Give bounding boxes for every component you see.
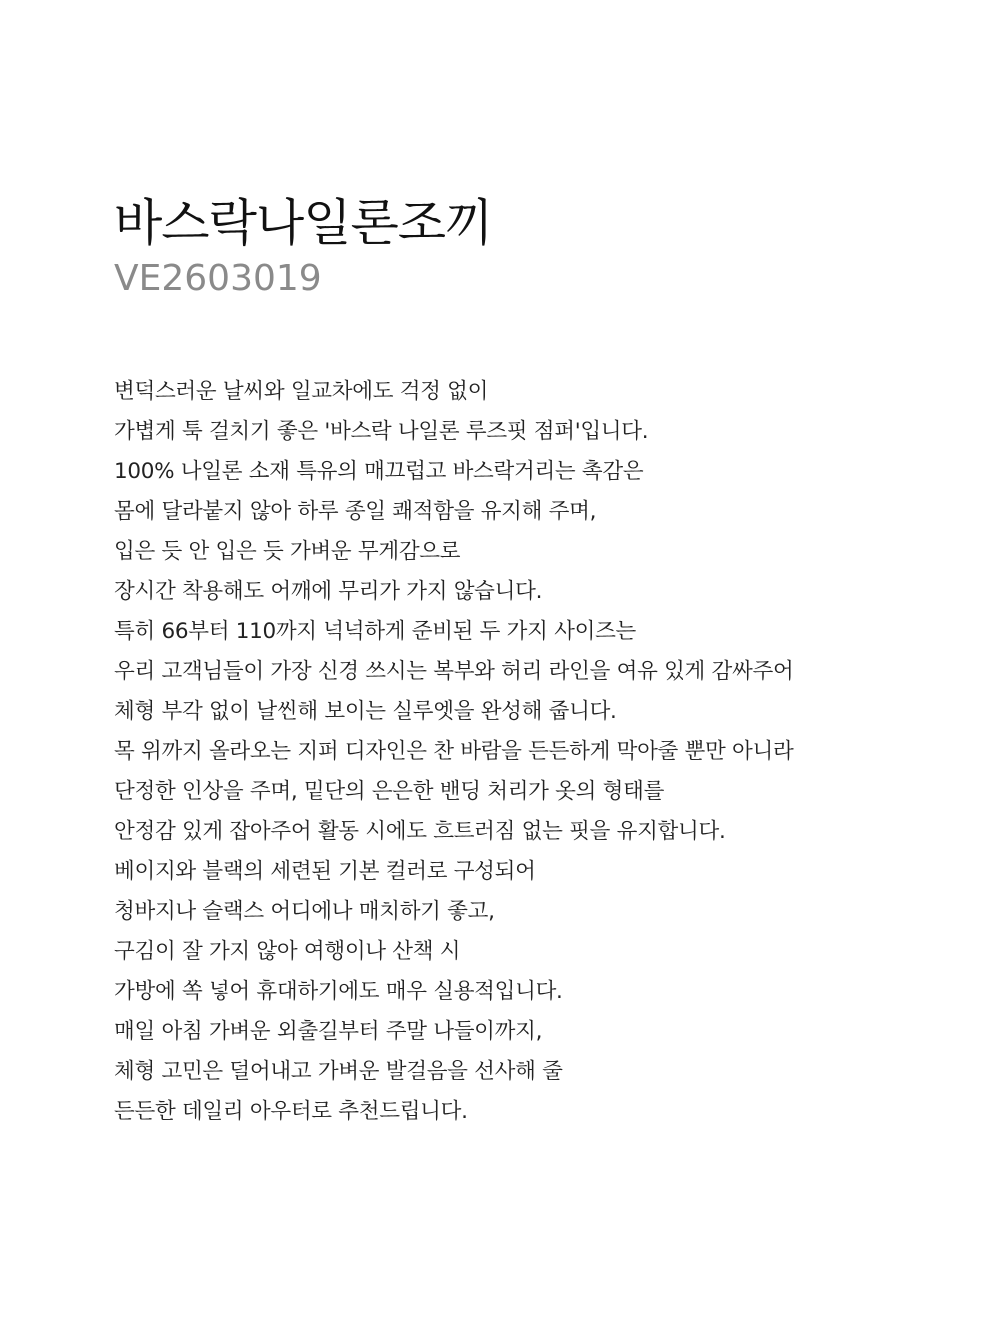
product-description (114, 372, 934, 1132)
description-line: 목 위까지 올라오는 지퍼 디자인은 찬 바람을 든든하게 막아줄 뿐만 아니라 (114, 739, 794, 764)
description-line: 가볍게 툭 걸치기 좋은 '바스락 나일론 루즈핏 점퍼'입니다. (114, 419, 649, 444)
description-line: 100% 나일론 소재 특유의 매끄럽고 바스락거리는 촉감은 (114, 459, 644, 484)
description-line: 몸에 달라붙지 않아 하루 종일 쾌적함을 유지해 주며, (114, 499, 597, 524)
description-line: 특히 66부터 110까지 넉넉하게 준비된 두 가지 사이즈는 (114, 619, 637, 644)
description-line: 가방에 쏙 넣어 휴대하기에도 매우 실용적입니다. (114, 979, 563, 1004)
description-line: 변덕스러운 날씨와 일교차에도 걱정 없이 (114, 379, 489, 404)
description-line: 안정감 있게 잡아주어 활동 시에도 흐트러짐 없는 핏을 유지합니다. (114, 819, 726, 844)
description-line: 체형 고민은 덜어내고 가벼운 발걸음을 선사해 줄 (114, 1059, 563, 1084)
description-line: 청바지나 슬랙스 어디에나 매치하기 좋고, (114, 899, 495, 924)
product-title: 바스락나일론조끼 (114, 194, 493, 252)
description-line: 단정한 인상을 주며, 밑단의 은은한 밴딩 처리가 옷의 형태를 (114, 779, 665, 804)
description-line: 체형 부각 없이 날씬해 보이는 실루엣을 완성해 줍니다. (114, 699, 617, 724)
description-line: 베이지와 블랙의 세련된 기본 컬러로 구성되어 (114, 859, 536, 884)
product-header (114, 192, 934, 302)
description-line: 매일 아침 가벼운 외출길부터 주말 나들이까지, (114, 1019, 543, 1044)
description-line: 장시간 착용해도 어깨에 무리가 가지 않습니다. (114, 579, 543, 604)
description-line: 우리 고객님들이 가장 신경 쓰시는 복부와 허리 라인을 여유 있게 감싸주어 (114, 659, 794, 684)
product-code: VE2603019 (114, 258, 322, 299)
description-line: 입은 듯 안 입은 듯 가벼운 무게감으로 (114, 539, 461, 564)
description-line: 든든한 데일리 아우터로 추천드립니다. (114, 1099, 468, 1124)
description-line: 구김이 잘 가지 않아 여행이나 산책 시 (114, 939, 461, 964)
